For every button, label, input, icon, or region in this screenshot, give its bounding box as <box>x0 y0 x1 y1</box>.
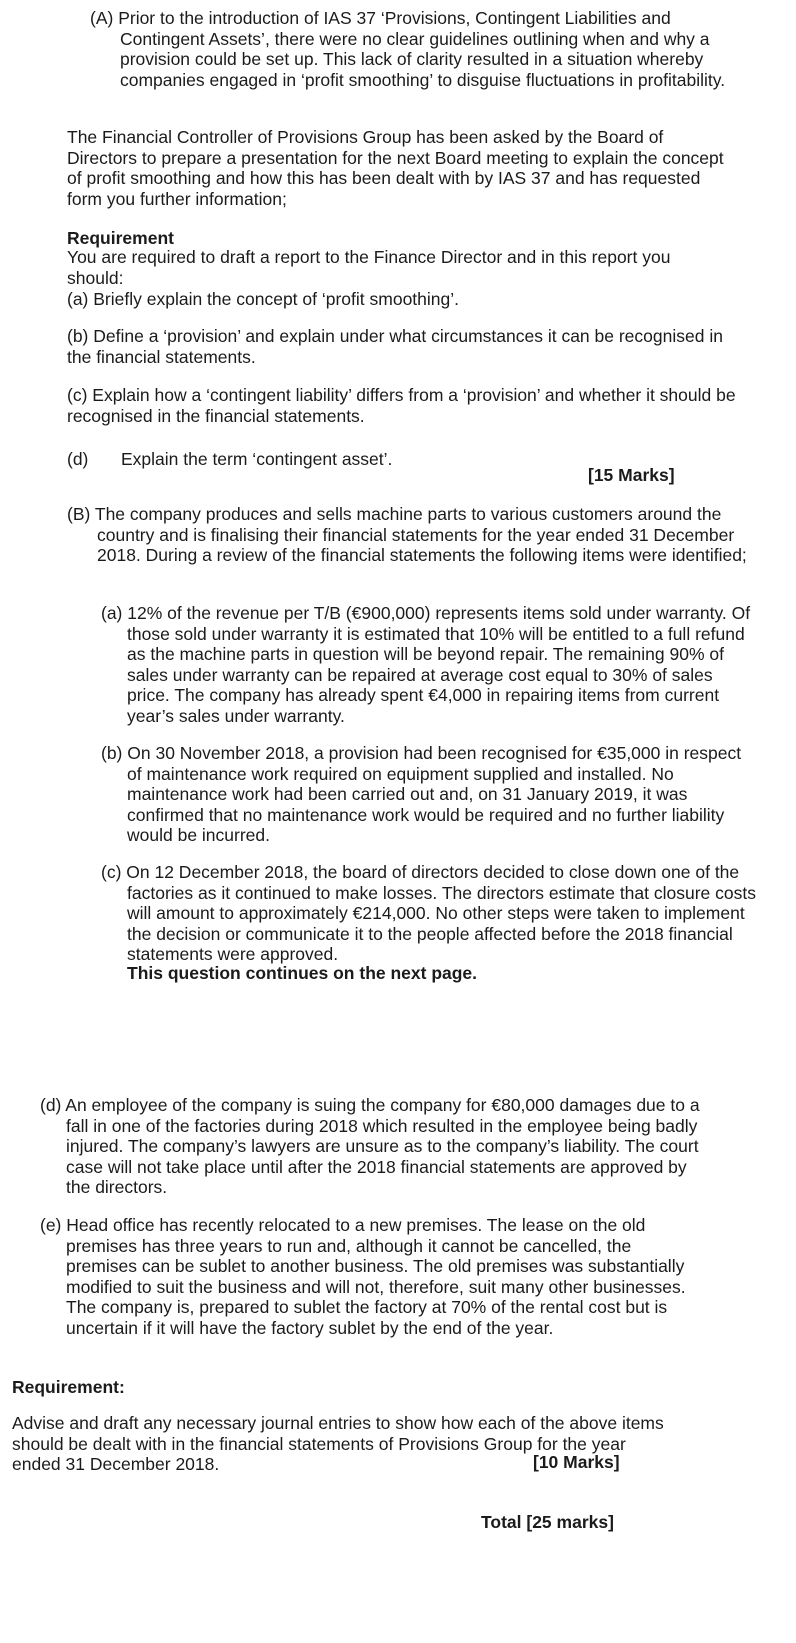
part-a-requirement-text: You are required to draft a report to the Finance Director and in this report you should: <box>67 247 671 288</box>
part-b-item-b: (b) On 30 November 2018, a provision had been recognised for €35,000 in respect of maintenance work required on equipment supplied and installed. No maintenance work had been carried out and, on 31 January 2019, it was confirmed that no maintenance work would be required and no further liability would be incurred. <box>101 743 742 845</box>
part-a-intro: (A) Prior to the introduction of IAS 37 ‘Provisions, Contingent Liabilities and Contingent Assets’, there were no clear guidelines outlining when and why a provision could be set up. This lack of clarity resulted in a situation whereby companies engaged in ‘profit smoothing’ to disguise fluctuations in profitability. <box>90 8 726 90</box>
part-b-item-d: (d) An employee of the company is suing the company for €80,000 damages due to a fall in one of the factories during 2018 which resulted in the employee being badly injured. The company’s lawyers are unsure as to the company’s liability. The court case will not take place until after the 2018 financial statements are approved by the directors. <box>40 1095 700 1197</box>
part-b-item-e: (e) Head office has recently relocated to a new premises. The lease on the old premises has three years to run and, although it cannot be cancelled, the premises can be sublet to another business. The old premises was substantially modified to suit the business and will not, therefore, suit many other businesses. The company is, prepared to sublet the factory at 70% of the rental cost but is uncertain if it will have the factory sublet by the end of the year. <box>40 1215 686 1338</box>
part-b-requirement-heading: Requirement: <box>12 1377 125 1397</box>
part-b-requirement-text: Advise and draft any necessary journal entries to show how each of the above items should be dealt with in the financial statements of Provisions Group for the year ended 31 December 2018. <box>12 1413 664 1474</box>
part-b-intro: (B) The company produces and sells machine parts to various customers around the country and is finalising their financial statements for the year ended 31 December 2018. During a review of the financial statements the following items were identified; <box>67 504 747 565</box>
part-a-marks: [15 Marks] <box>588 465 675 485</box>
part-a-item-b: (b) Define a ‘provision’ and explain under what circumstances it can be recognised in the financial statements. <box>67 326 723 367</box>
part-a-requirement-heading: Requirement <box>67 228 174 248</box>
part-a-item-c: (c) Explain how a ‘contingent liability’ differs from a ‘provision’ and whether it should be recognised in the financial statements. <box>67 385 736 426</box>
total-marks: Total [25 marks] <box>481 1512 614 1532</box>
part-a-item-d-text: Explain the term ‘contingent asset’. <box>121 449 393 469</box>
part-b-item-a: (a) 12% of the revenue per T/B (€900,000) represents items sold under warranty. Of those sold under warranty it is estimated that 10% will be entitled to a full refund as the machine parts in question will be beyond repair. The remaining 90% of sales under warranty can be repaired at average cost equal to 30% of sales price. The company has already spent €4,000 in repairing items from current year’s sales under warranty. <box>101 603 751 726</box>
part-a-item-d-label: (d) <box>67 449 89 469</box>
part-b-marks: [10 Marks] <box>533 1452 620 1472</box>
part-b-item-c: (c) On 12 December 2018, the board of directors decided to close down one of the factories as it continued to make losses. The directors estimate that closure costs will amount to approximately €214,000. No other steps were taken to implement the decision or communicate it to the people affected before the 2018 financial statements were approved. <box>101 862 756 964</box>
part-a-context: The Financial Controller of Provisions Group has been asked by the Board of Directors to prepare a presentation for the next Board meeting to explain the concept of profit smoothing and how this has been dealt with by IAS 37 and has requested form you further information; <box>67 127 724 209</box>
part-a-item-a: (a) Briefly explain the concept of ‘profit smoothing’. <box>67 289 459 309</box>
continues-note: This question continues on the next page. <box>127 963 478 983</box>
